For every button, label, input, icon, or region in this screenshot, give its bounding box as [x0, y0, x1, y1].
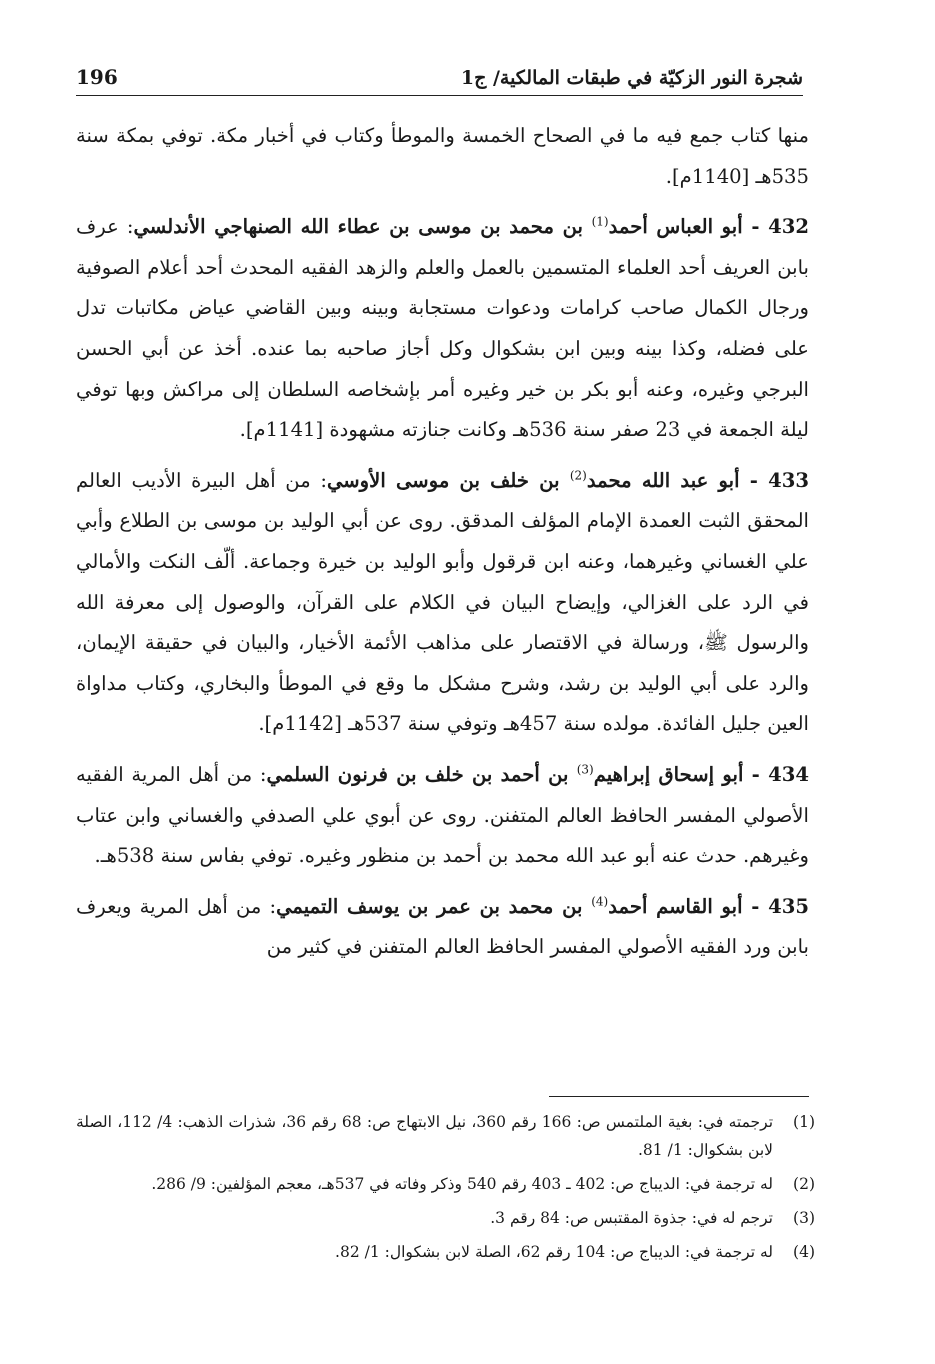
entry-432-lineage: بن محمد بن موسى بن عطاء الله الصنهاجي الأندلسي — [133, 215, 592, 239]
entry-432-name: 432 - أبو العباس أحمد — [608, 215, 809, 239]
entry-434 — [76, 755, 809, 877]
page-number: 196 — [76, 65, 118, 89]
entry-434-lineage: بن أحمد بن خلف بن فرنون السلمي — [266, 762, 577, 786]
entry-433 — [76, 461, 809, 745]
footnote-1-number: (1) — [793, 1113, 815, 1131]
entry-434-name: 434 - أبو إسحاق إبراهيم — [593, 762, 809, 786]
entry-432-text: : عرف بابن العريف أحد العلماء المتسمين بالعمل والعلم والزهد الفقيه المحدث أحد أعلام الصوفية ورجال الكمال صاحب كرامات ودعوات مستجابة وبينه وبين القاضي عياض مكاتبات تدل على فضله، وكذا بينه وبين ابن بشكوال وكل أجاز صاحبه بما عنده. أخذ عن أبي الحسن البرجي وغيره، وعنه أبو بكر بن خير وغيره أمر بإشخاصه السلطان إلى مراكش وبها توفي ليلة الجمعة في 23 صفر سنة 536هـ وكانت جنازته مشهودة [1141م]. — [76, 215, 809, 442]
entry-435-lineage: بن محمد بن عمر بن يوسف التميمي — [276, 894, 592, 918]
footnote-ref-1[interactable]: (1) — [591, 214, 609, 229]
footnote-4-text: له ترجمة في: الديباج ص: 104 رقم 62، الصلة لابن بشكوال: 1/ 82. — [335, 1243, 773, 1261]
footnote-3-number: (3) — [793, 1209, 815, 1227]
footnote-2 — [76, 1170, 815, 1198]
entry-435 — [76, 887, 809, 968]
footnote-1-text: ترجمته في: بغية الملتمس ص: 166 رقم 360، نيل الابتهاج ص: 68 رقم 36، شذرات الذهب: 4/ 112، الصلة لابن بشكوال: 1/ 81. — [76, 1113, 774, 1159]
footnote-3-text: ترجم له في: جذوة المقتبس ص: 84 رقم 3. — [490, 1209, 773, 1227]
entry-433-text: : من أهل البيرة الأديب العالم المحقق الثبت العمدة الإمام المؤلف المدقق. روى عن أبي الوليد بن موسى بن الطلاع وأبي علي الغساني وغيرهما، وعنه ابن قرقول وأبو الوليد بن خيرة وجماعة. ألّف النكت والأمالي في الرد على الغزالي، وإيضاح البيان في الكلام على القرآن، والوصول إلى معرفة الله والرسول ﷺ، ورسالة في الاقتصار على مذاهب الأئمة الأخيار، والبيان في حقيقة الإيمان، والرد على أبي الوليد بن رشد، وشرح مشكل ما وقع في الموطأ والبخاري، وكتاب مداواة العين جليل الفائدة. مولده سنة 457هـ وتوفي سنة 537هـ [1142م]. — [76, 468, 809, 736]
footnote-1 — [76, 1108, 815, 1164]
footnote-ref-3[interactable]: (3) — [576, 762, 594, 777]
footnote-2-number: (2) — [793, 1175, 815, 1193]
entry-435-name: 435 - أبو القاسم أحمد — [608, 894, 810, 918]
entry-433-lineage: بن خلف بن موسى الأوسي — [326, 468, 570, 492]
entry-432 — [76, 207, 809, 451]
page-header — [76, 58, 803, 96]
intro-paragraph: منها كتاب جمع فيه ما في الصحاح الخمسة والموطأ وكتاب في أخبار مكة. توفي بمكة سنة 535هـ [1140م]. — [76, 124, 809, 188]
entry-433-name: 433 - أبو عبد الله محمد — [586, 468, 810, 492]
footnote-divider — [549, 1096, 809, 1097]
running-title: شجرة النور الزكيّة في طبقات المالكية/ ج1 — [460, 67, 803, 89]
footnote-ref-4[interactable]: (4) — [591, 894, 609, 909]
footnote-ref-2[interactable]: (2) — [569, 468, 587, 483]
footnotes — [76, 1108, 815, 1272]
footnote-3 — [76, 1204, 815, 1232]
footnote-4 — [76, 1238, 815, 1266]
entry-435-text: : من أهل المرية ويعرف بابن ورد الفقيه الأصولي المفسر الحافظ العالم المتفنن في كثير من — [76, 894, 809, 959]
main-text — [76, 116, 809, 978]
footnote-2-text: له ترجمة في: الديباج ص: 402 ـ 403 رقم 540 وذكر وفاته في 537هـ، معجم المؤلفين: 9/ 286. — [151, 1175, 773, 1193]
entry-434-text: : من أهل المرية الفقيه الأصولي المفسر الحافظ العالم المتفنن. روى عن أبوي علي الصدفي والغساني وابن عتاب وغيرهم. حدث عنه أبو عبد الله محمد بن أحمد بن منظور وغيره. توفي بفاس سنة 538هـ. — [76, 762, 809, 868]
footnote-4-number: (4) — [793, 1243, 815, 1261]
